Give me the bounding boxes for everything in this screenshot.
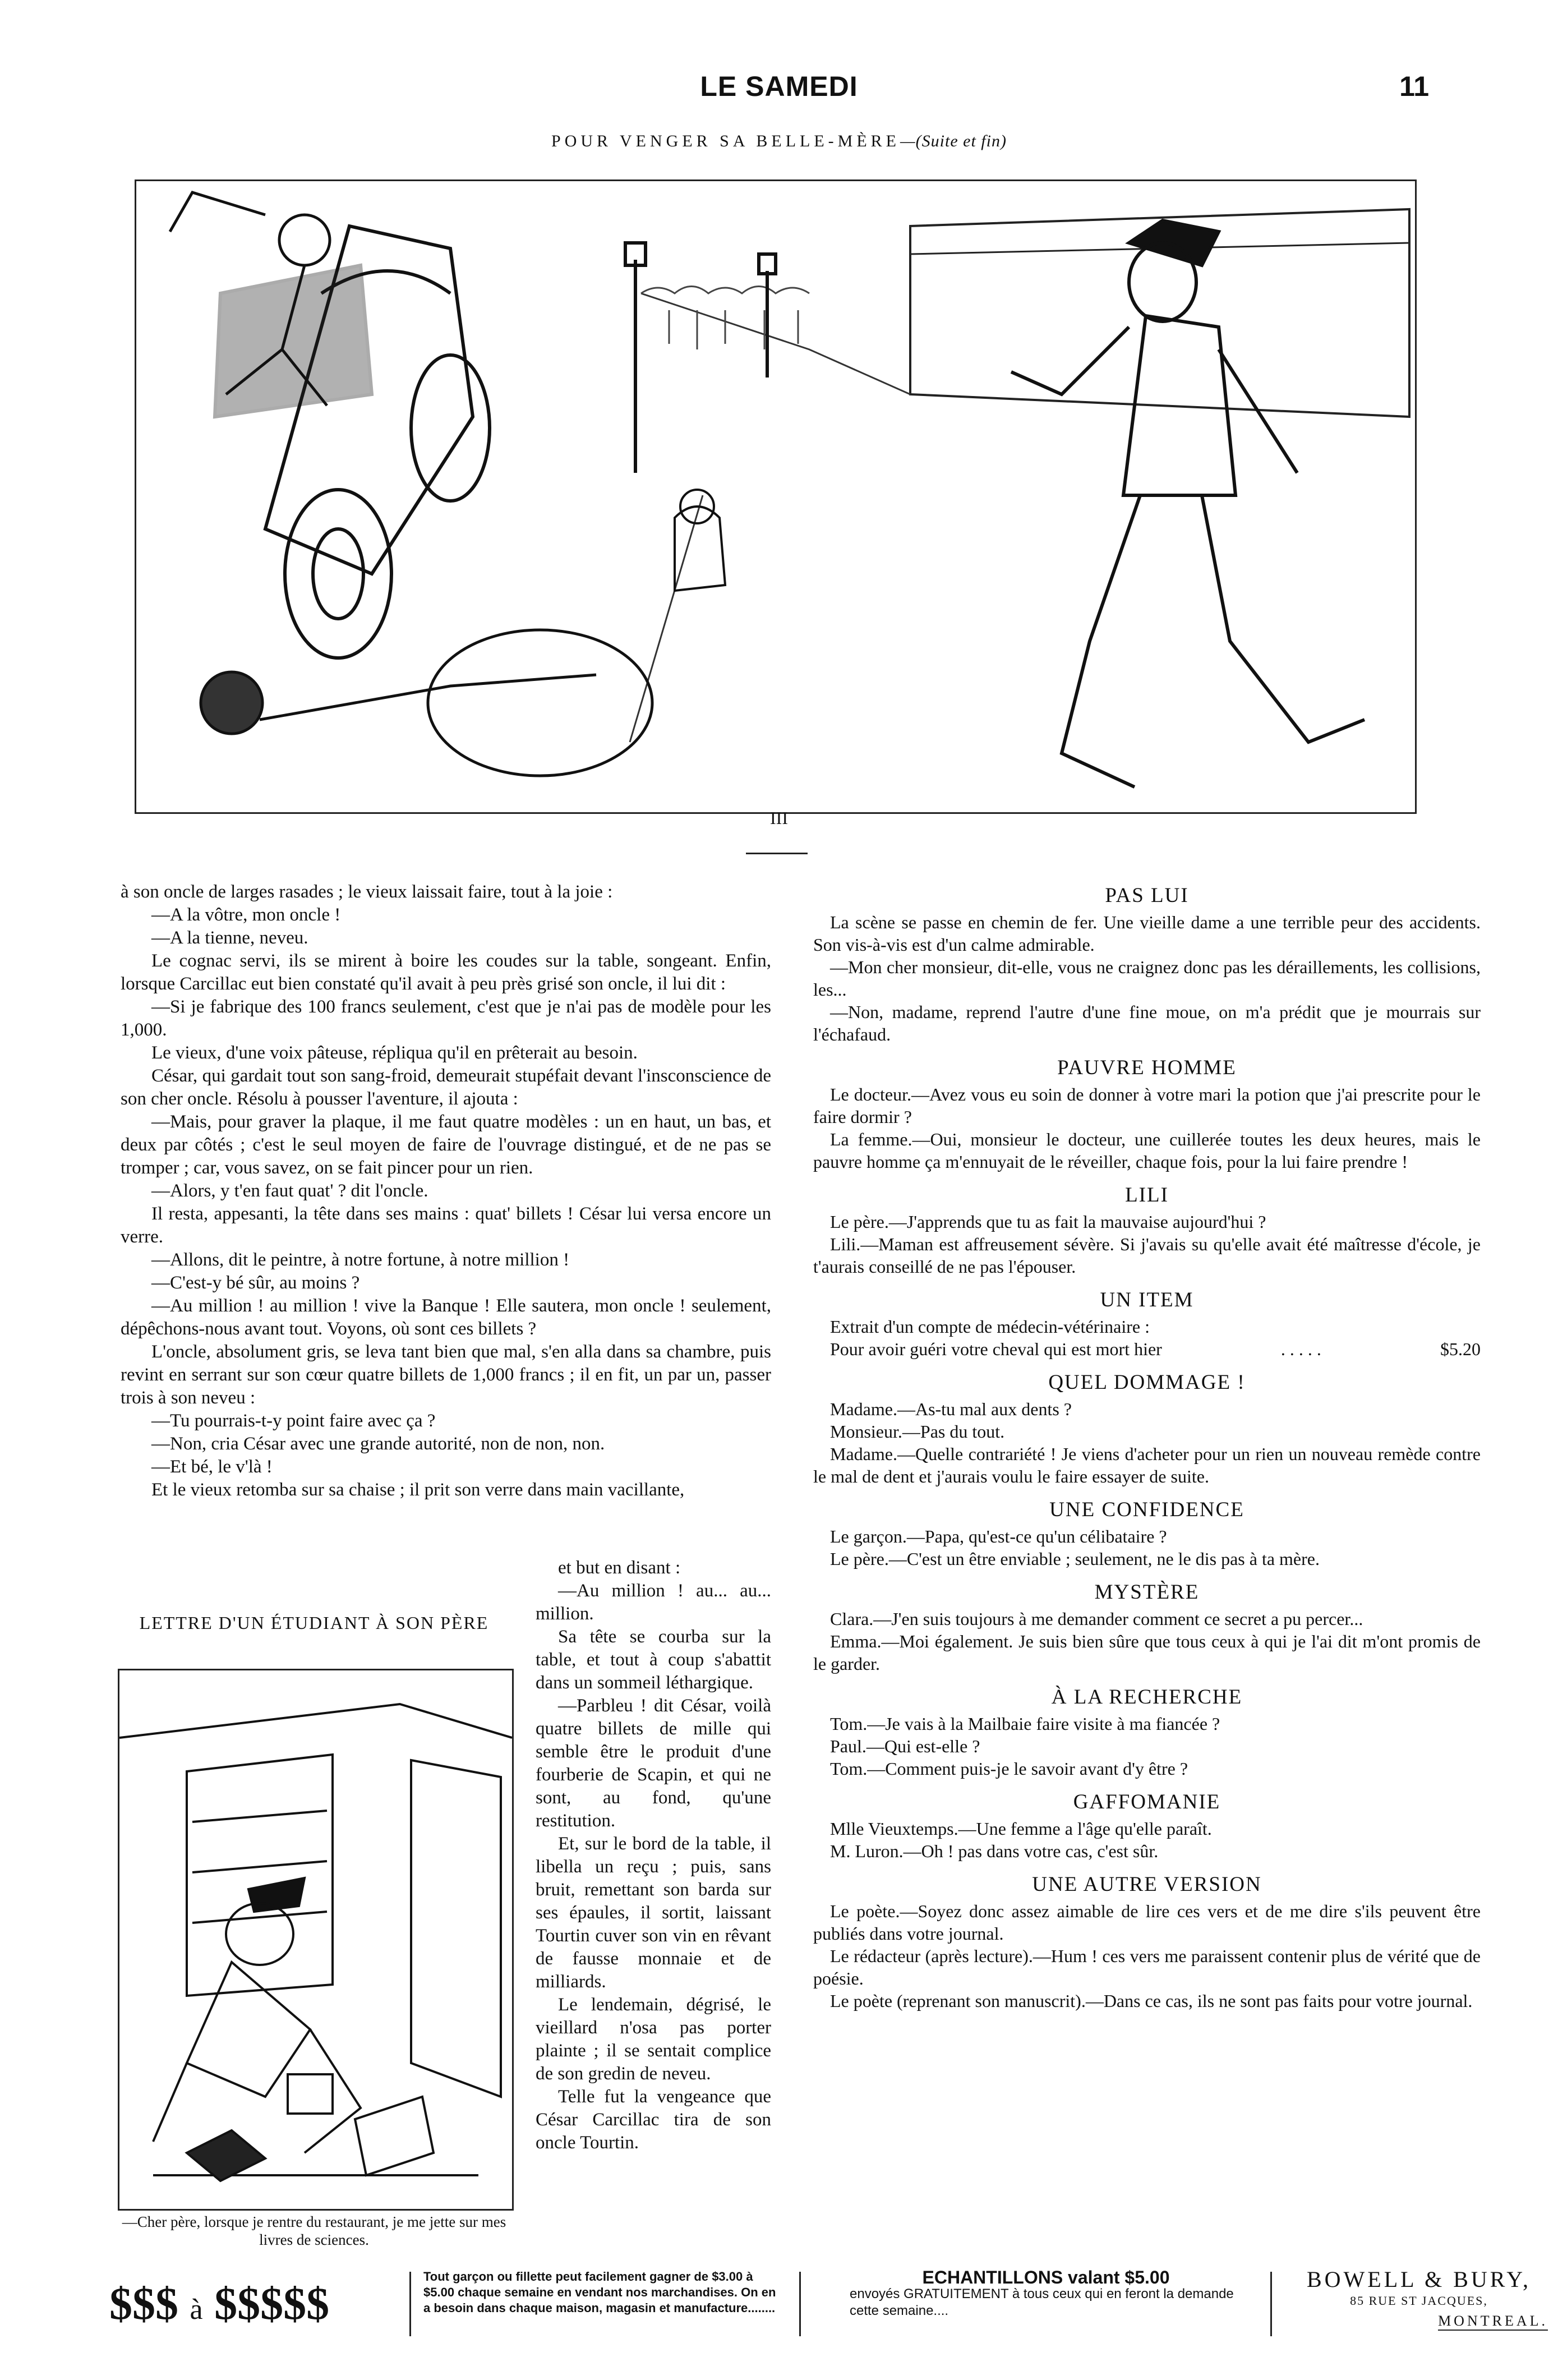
joke-line: Le père.—J'apprends que tu as fait la mauvaise aujourd'hui ? — [830, 1212, 1266, 1232]
money-mid: à — [190, 2294, 203, 2326]
invoice-item-text: Pour avoir guéri votre cheval qui est mort hier — [830, 1339, 1162, 1359]
joke-line: Le père.—C'est un être enviable ; seulement, ne le dis pas à ta mère. — [830, 1549, 1320, 1569]
joke-line: Le garçon.—Papa, qu'est-ce qu'un célibataire ? — [830, 1526, 1167, 1546]
joke-title: MYSTÈRE — [1094, 1581, 1200, 1604]
joke-line: Clara.—J'en suis toujours à me demander comment ce secret a pu percer... — [830, 1609, 1363, 1629]
story-paragraph: L'oncle, absolument gris, se leva tant bien que mal, s'en alla dans sa chambre, puis revint en serrant sur son cœur quatre billets de 1,000 francs ; il en fit, un par un, passer trois à son neveu : — [121, 1342, 771, 1408]
story-paragraph: Le vieux, d'une voix pâteuse, répliqua qu'il en prêterait au besoin. — [151, 1043, 638, 1063]
story-paragraph: —Mais, pour graver la plaque, il me faut quatre modèles : un en haut, un bas, et deux par côtés ; c'est le seul moyen de faire de l'ouvrage distingué, et de ne pas se tromper ; car, vous savez, on se fait pincer pour un rien. — [121, 1112, 771, 1178]
joke-title: UNE AUTRE VERSION — [1032, 1873, 1262, 1896]
joke-line: La femme.—Oui, monsieur le docteur, une cuillerée toutes les deux heures, mais le pauvre homme ça m'ennuyait de le réveiller, chaque fois, pour la lui faire prendre ! — [813, 1129, 1481, 1172]
firm-city: MONTREAL. — [1438, 2313, 1548, 2331]
joke-title: À LA RECHERCHE — [1051, 1686, 1243, 1709]
joke-line: Madame.—As-tu mal aux dents ? — [830, 1399, 1072, 1419]
story-paragraph: Le cognac servi, ils se mirent à boire les coudes sur la table, songeant. Enfin, lorsque Carcillac eut bien constaté qu'il avait à peu près grisé son oncle, il lui dit : — [121, 951, 771, 994]
joke-title: PAUVRE HOMME — [1057, 1056, 1237, 1079]
story-paragraph: —Parbleu ! dit César, voilà quatre billets de mille qui semble être le produit d'une fourberie de Scapin, et qui ne sont, au fond, qu'une restitution. — [536, 1696, 771, 1831]
ad-samples-heading: ECHANTILLONS valant $5.00 — [922, 2267, 1170, 2287]
page-number: 11 — [1399, 71, 1429, 102]
story-paragraph: —Au million ! au million ! vive la Banque ! Elle sautera, mon oncle ! seulement, dépêchons-nous avant tout. Voyons, où sont ces billets ? — [121, 1296, 771, 1339]
firm-city-line — [1290, 2313, 1548, 2331]
story-paragraph: Il resta, appesanti, la tête dans ses mains : quat' billets ! César lui versa encore un verre. — [121, 1204, 771, 1247]
story-title-suffix: —(Suite et fin) — [900, 132, 1007, 150]
story-paragraph: —A la tienne, neveu. — [151, 928, 308, 948]
ad-divider — [409, 2272, 411, 2336]
joke-line: Lili.—Maman est affreusement sévère. Si j'avais su qu'elle avait été maîtresse d'école, je t'aurais conseillé de ne pas l'épouser. — [813, 1234, 1481, 1277]
ad-earn-text: Tout garçon ou fillette peut facilement gagner de $3.00 à $5.00 chaque semaine en vendant nos marchandises. On en a besoin dans chaque maison, magasin et manufacture........ — [423, 2269, 776, 2315]
story-paragraph: —A la vôtre, mon oncle ! — [151, 905, 341, 925]
joke-line: Le rédacteur (après lecture).—Hum ! ces vers me paraissent contenir plus de vérité que de poésie. — [813, 1946, 1481, 1988]
story-paragraph: —Si je fabrique des 100 francs seulement, c'est que je n'ai pas de modèle pour les 1,000. — [121, 997, 771, 1040]
joke-line: Mlle Vieuxtemps.—Une femme a l'âge qu'elle paraît. — [830, 1819, 1212, 1839]
letter-title: LETTRE D'UN ÉTUDIANT À SON PÈRE — [139, 1613, 489, 1633]
joke-line: Monsieur.—Pas du tout. — [830, 1421, 1005, 1442]
joke-line: Paul.—Qui est-elle ? — [830, 1736, 980, 1756]
joke-line: —Non, madame, reprend l'autre d'une fine moue, on m'a prédit que je mourrais sur l'échafaud. — [813, 1002, 1481, 1044]
footer-advertisement — [109, 2266, 1548, 2350]
joke-line: Emma.—Moi également. Je suis bien sûre que tous ceux à qui je l'ai dit m'ont promis de le garder. — [813, 1631, 1481, 1674]
joke-line: Extrait d'un compte de médecin-vétérinaire : — [830, 1316, 1150, 1337]
section-number: III — [770, 808, 788, 828]
joke-line: Tom.—Je vais à la Mailbaie faire visite à ma fiancée ? — [830, 1714, 1220, 1734]
joke-title: PAS LUI — [1105, 884, 1189, 907]
firm-address: 85 RUE ST JACQUES, — [1350, 2294, 1488, 2308]
joke-line: Le docteur.—Avez vous eu soin de donner à votre mari la potion que j'ai prescrite pour le faire dormir ? — [813, 1084, 1481, 1127]
story-paragraph: Sa tête se courba sur la table, et tout à coup s'abattit dans un sommeil léthargique. — [536, 1627, 771, 1693]
invoice-item-dots: . . . . . — [1280, 1339, 1321, 1359]
ad-samples-body: envoyés GRATUITEMENT à tous ceux qui en feront la demande cette semaine.... — [850, 2286, 1234, 2318]
jokes-column — [813, 883, 1481, 2012]
masthead: LE SAMEDI — [700, 71, 858, 102]
story-paragraph: —Non, cria César avec une grande autorité, non de non, non. — [151, 1434, 605, 1454]
story-paragraph: César, qui gardait tout son sang-froid, demeurait stupéfait devant l'insconscience de son cher oncle. Résolu à pousser l'aventure, il ajouta : — [121, 1066, 771, 1109]
joke-line: —Mon cher monsieur, dit-elle, vous ne craignez donc pas les déraillements, les collisions, les... — [813, 957, 1481, 1000]
story-paragraph: —Au million ! au... au... million. — [536, 1581, 771, 1624]
joke-title: UN ITEM — [1100, 1288, 1194, 1311]
story-paragraph: Et, sur le bord de la table, il libella un reçu ; puis, sans bruit, remettant son barda sur ses épaules, il sortit, laissant Tourtin cuver son vin en rêvant de fausse monnaie et de milliards. — [536, 1834, 771, 1992]
section-divider — [746, 853, 808, 854]
joke-title: UNE CONFIDENCE — [1049, 1498, 1244, 1521]
letter-caption: —Cher père, lorsque je rentre du restaurant, je me jette sur mes livres de sciences. — [122, 2213, 506, 2248]
top-illustration — [135, 179, 1417, 814]
ad-firm — [1290, 2266, 1548, 2331]
joke-title: GAFFOMANIE — [1073, 1790, 1221, 1813]
story-paragraph: —Et bé, le v'là ! — [151, 1457, 273, 1477]
ad-divider — [799, 2272, 801, 2336]
story-paragraph: —C'est-y bé sûr, au moins ? — [151, 1273, 360, 1293]
joke-line: La scène se passe en chemin de fer. Une vieille dame a une terrible peur des accidents. Son vis-à-vis est d'un calme admirable. — [813, 912, 1481, 955]
firm-name: BOWELL & BURY, — [1306, 2267, 1532, 2292]
ad-divider — [1270, 2272, 1272, 2336]
story-paragraph: et but en disant : — [558, 1558, 681, 1578]
ad-samples — [850, 2269, 1242, 2319]
invoice-item-amount: $5.20 — [1440, 1339, 1481, 1359]
story-narrow-column — [536, 1557, 771, 2155]
story-left-column — [121, 881, 771, 1502]
student-illustration — [118, 1669, 514, 2211]
money-right: $$$$$ — [214, 2278, 330, 2329]
story-paragraph: Le lendemain, dégrisé, le vieillard n'osa pas porter plainte ; il se sentait complice de son gredin de neveu. — [536, 1995, 771, 2084]
story-paragraph: —Alors, y t'en faut quat' ? dit l'oncle. — [151, 1181, 428, 1201]
accident-scene-drawing — [136, 181, 1415, 812]
story-paragraph: Telle fut la vengeance que César Carcillac tira de son oncle Tourtin. — [536, 2087, 771, 2153]
story-paragraph: —Tu pourrais-t-y point faire avec ça ? — [151, 1411, 436, 1431]
joke-title: LILI — [1125, 1184, 1169, 1207]
story-paragraph: —Allons, dit le peintre, à notre fortune, à notre million ! — [151, 1250, 570, 1270]
joke-line: Le poète.—Soyez donc assez aimable de lire ces vers et de me dire s'ils peuvent être publiés dans votre journal. — [813, 1901, 1481, 1944]
joke-line: Tom.—Comment puis-je le savoir avant d'y être ? — [830, 1758, 1188, 1779]
story-paragraph: Et le vieux retomba sur sa chaise ; il prit son verre dans main vacillante, — [151, 1480, 685, 1500]
story-title-main: POUR VENGER SA BELLE-MÈRE — [551, 132, 900, 150]
student-drawing — [119, 1670, 512, 2209]
money-headline — [109, 2277, 329, 2330]
joke-line: Madame.—Quelle contrariété ! Je viens d'acheter pour un rien un nouveau remède contre le mal de dent et j'aurais voulu le faire essayer de suite. — [813, 1444, 1481, 1486]
story-title — [0, 132, 1558, 151]
joke-line: Le poète (reprenant son manuscrit).—Dans ce cas, ils ne sont pas faits pour votre journal. — [830, 1991, 1473, 2011]
story-paragraph: à son oncle de larges rasades ; le vieux laissait faire, tout à la joie : — [121, 882, 613, 902]
joke-title: QUEL DOMMAGE ! — [1048, 1371, 1246, 1394]
invoice-item-row — [813, 1338, 1481, 1360]
joke-line: M. Luron.—Oh ! pas dans votre cas, c'est sûr. — [830, 1841, 1159, 1861]
money-left: $$$ — [109, 2278, 178, 2329]
